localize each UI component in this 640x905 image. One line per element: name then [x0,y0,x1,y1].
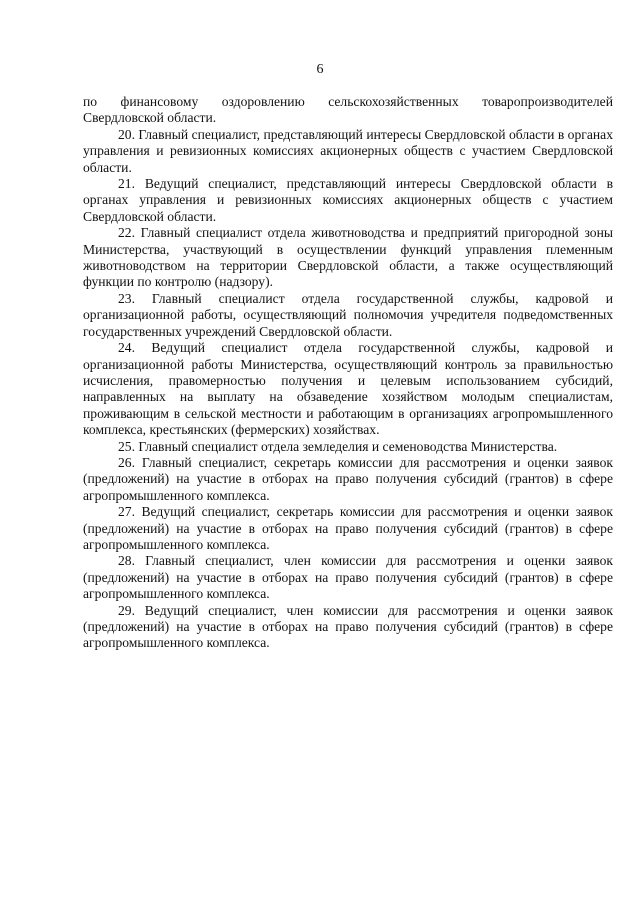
document-body [83,94,613,652]
paragraph-item-20: 20. Главный специалист, представляющий интересы Свердловской области в органах управления и ревизионных комиссиях акционерных обществ с участием Свердловской области. [83,126,613,175]
paragraph-item-24: 24. Ведущий специалист отдела государственной службы, кадровой и организационной работы Министерства, осуществляющий контроль за правильностью исчисления, правомерностью получения и целевым использованием субсидий, направленных на выплату на обзаведение хозяйством молодым специалистам, проживающим в сельской местности и работающим в организациях агропромышленного комплекса, крестьянских (фермерских) хозяйствах. [83,340,613,438]
paragraph-item-27: 27. Ведущий специалист, секретарь комиссии для рассмотрения и оценки заявок (предложений) на участие в отборах на право получения субсидий (грантов) в сфере агропромышленного комплекса. [83,504,613,552]
page-number: 6 [316,62,324,77]
paragraph-item-21: 21. Ведущий специалист, представляющий интересы Свердловской области в органах управления и ревизионных комиссиях акционерных обществ с участием Свердловской области. [83,176,613,224]
paragraph-item-25: 25. Главный специалист отдела земледелия и семеноводства Министерства. [118,438,558,454]
paragraph-item-23: 23. Главный специалист отдела государственной службы, кадровой и организационной работы, осуществляющий полномочия учредителя подведомственных государственных учреждений Свердловской области. [83,290,613,339]
paragraph-item-22: 22. Главный специалист отдела животноводства и предприятий пригородной зоны Министерства, участвующий в осуществлении функций управления племенным животноводством на территории Свердловской области, а также осуществляющий функции по контролю (надзору). [83,225,613,290]
paragraph-item-29: 29. Ведущий специалист, член комиссии для рассмотрения и оценки заявок (предложений) на участие в отборах на право получения субсидий (грантов) в сфере агропромышленного комплекса. [83,602,613,651]
paragraph-item-26: 26. Главный специалист, секретарь комиссии для рассмотрения и оценки заявок (предложений) на участие в отборах на право получения субсидий (грантов) в сфере агропромышленного комплекса. [83,454,613,503]
paragraph-continuation: по финансовому оздоровлению сельскохозяйственных товаропроизводителей Свердловской области. [83,94,613,126]
paragraph-item-28: 28. Главный специалист, член комиссии для рассмотрения и оценки заявок (предложений) на участие в отборах на право получения субсидий (грантов) в сфере агропромышленного комплекса. [83,553,613,602]
